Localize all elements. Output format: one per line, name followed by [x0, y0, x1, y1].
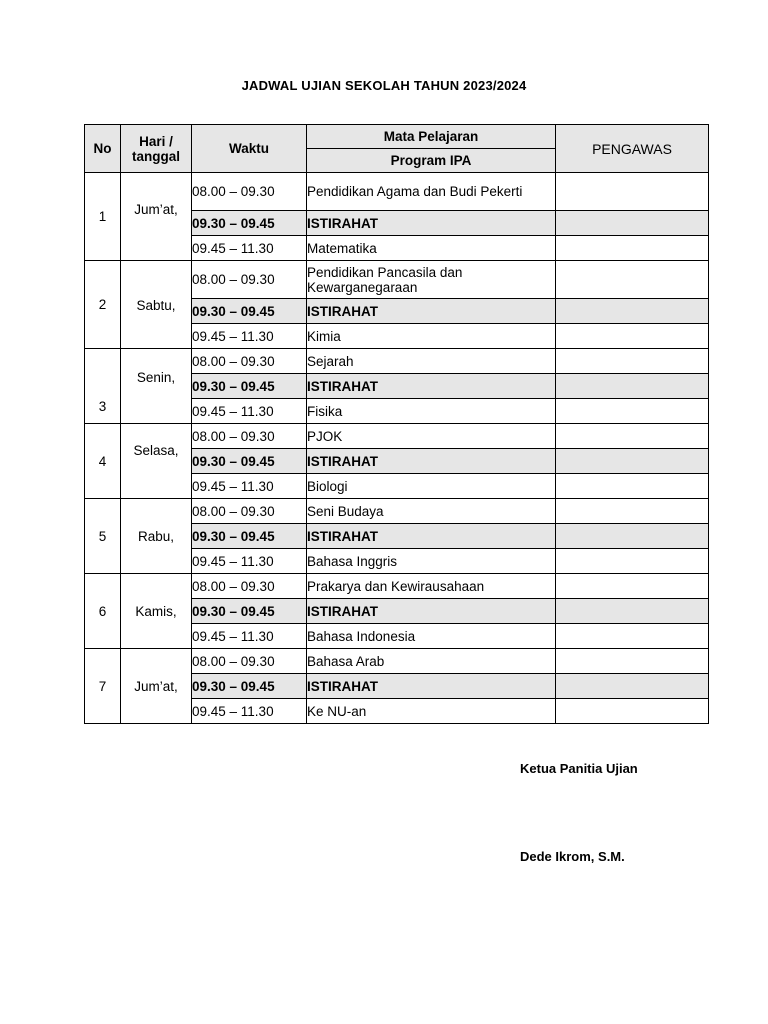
- subject-name: Kimia: [307, 324, 556, 349]
- time-slot: 08.00 – 09.30: [192, 424, 307, 449]
- supervisor-cell: [556, 524, 709, 549]
- time-slot: 09.45 – 11.30: [192, 474, 307, 499]
- supervisor-cell: [556, 599, 709, 624]
- supervisor-cell: [556, 649, 709, 674]
- subject-name: Biologi: [307, 474, 556, 499]
- supervisor-cell: [556, 574, 709, 599]
- subject-name: Fisika: [307, 399, 556, 424]
- table-row: [85, 173, 709, 211]
- supervisor-cell: [556, 549, 709, 574]
- header-no: No: [85, 125, 121, 173]
- signature-name: Dede Ikrom, S.M.: [520, 849, 625, 864]
- table-row: [85, 261, 709, 299]
- day-number: 6: [85, 574, 121, 649]
- subject-name: Pendidikan Pancasila dan Kewarganegaraan: [307, 261, 556, 299]
- break-label: ISTIRAHAT: [307, 524, 556, 549]
- supervisor-cell: [556, 374, 709, 399]
- day-number: 5: [85, 499, 121, 574]
- supervisor-cell: [556, 236, 709, 261]
- time-slot: 09.30 – 09.45: [192, 374, 307, 399]
- header-hari-line1: Hari /: [139, 133, 173, 149]
- schedule-body: [85, 173, 709, 724]
- supervisor-cell: [556, 449, 709, 474]
- time-slot: 08.00 – 09.30: [192, 499, 307, 524]
- header-mata-pelajaran: Mata Pelajaran: [307, 125, 556, 149]
- break-label: ISTIRAHAT: [307, 674, 556, 699]
- break-label: ISTIRAHAT: [307, 374, 556, 399]
- exam-schedule-table: [84, 124, 709, 724]
- document-title: JADWAL UJIAN SEKOLAH TAHUN 2023/2024: [241, 78, 527, 93]
- day-number: 7: [85, 649, 121, 724]
- break-label: ISTIRAHAT: [307, 599, 556, 624]
- time-slot: 08.00 – 09.30: [192, 649, 307, 674]
- day-name: Selasa,: [121, 424, 192, 499]
- supervisor-cell: [556, 474, 709, 499]
- time-slot: 09.45 – 11.30: [192, 324, 307, 349]
- subject-name: Bahasa Arab: [307, 649, 556, 674]
- supervisor-cell: [556, 674, 709, 699]
- supervisor-cell: [556, 349, 709, 374]
- day-number: 1: [85, 173, 121, 261]
- table-row: [85, 649, 709, 674]
- day-name: Kamis,: [121, 574, 192, 649]
- time-slot: 09.30 – 09.45: [192, 449, 307, 474]
- table-row: [85, 499, 709, 524]
- time-slot: 09.30 – 09.45: [192, 674, 307, 699]
- supervisor-cell: [556, 399, 709, 424]
- table-row: [85, 349, 709, 374]
- header-hari-line2: tanggal: [131, 148, 180, 164]
- header-pengawas: PENGAWAS: [556, 125, 709, 173]
- day-name: Jum’at,: [121, 649, 192, 724]
- table-row: [85, 574, 709, 599]
- day-name: Rabu,: [121, 499, 192, 574]
- signature-role: Ketua Panitia Ujian: [520, 761, 638, 776]
- time-slot: 09.30 – 09.45: [192, 599, 307, 624]
- break-label: ISTIRAHAT: [307, 449, 556, 474]
- subject-name: PJOK: [307, 424, 556, 449]
- supervisor-cell: [556, 261, 709, 299]
- subject-name: Seni Budaya: [307, 499, 556, 524]
- time-slot: 09.30 – 09.45: [192, 211, 307, 236]
- time-slot: 09.30 – 09.45: [192, 299, 307, 324]
- supervisor-cell: [556, 499, 709, 524]
- time-slot: 09.45 – 11.30: [192, 549, 307, 574]
- supervisor-cell: [556, 424, 709, 449]
- supervisor-cell: [556, 173, 709, 211]
- supervisor-cell: [556, 324, 709, 349]
- table-row: [85, 424, 709, 449]
- time-slot: 08.00 – 09.30: [192, 261, 307, 299]
- time-slot: 09.30 – 09.45: [192, 524, 307, 549]
- day-name: Senin,: [121, 349, 192, 424]
- subject-name: Ke NU-an: [307, 699, 556, 724]
- day-number: 3: [85, 349, 121, 424]
- subject-name: Pendidikan Agama dan Budi Pekerti: [307, 173, 556, 211]
- time-slot: 08.00 – 09.30: [192, 349, 307, 374]
- supervisor-cell: [556, 299, 709, 324]
- supervisor-cell: [556, 211, 709, 236]
- day-name: Jum’at,: [121, 173, 192, 261]
- time-slot: 09.45 – 11.30: [192, 699, 307, 724]
- header-waktu: Waktu: [192, 125, 307, 173]
- break-label: ISTIRAHAT: [307, 299, 556, 324]
- subject-name: Bahasa Indonesia: [307, 624, 556, 649]
- supervisor-cell: [556, 624, 709, 649]
- day-name: Sabtu,: [121, 261, 192, 349]
- time-slot: 09.45 – 11.30: [192, 624, 307, 649]
- subject-name: Bahasa Inggris: [307, 549, 556, 574]
- time-slot: 08.00 – 09.30: [192, 173, 307, 211]
- subject-name: Matematika: [307, 236, 556, 261]
- time-slot: 09.45 – 11.30: [192, 236, 307, 261]
- header-hari: [121, 125, 192, 173]
- time-slot: 08.00 – 09.30: [192, 574, 307, 599]
- supervisor-cell: [556, 699, 709, 724]
- break-label: ISTIRAHAT: [307, 211, 556, 236]
- day-number: 2: [85, 261, 121, 349]
- time-slot: 09.45 – 11.30: [192, 399, 307, 424]
- subject-name: Sejarah: [307, 349, 556, 374]
- day-number: 4: [85, 424, 121, 499]
- subject-name: Prakarya dan Kewirausahaan: [307, 574, 556, 599]
- header-program: Program IPA: [307, 149, 556, 173]
